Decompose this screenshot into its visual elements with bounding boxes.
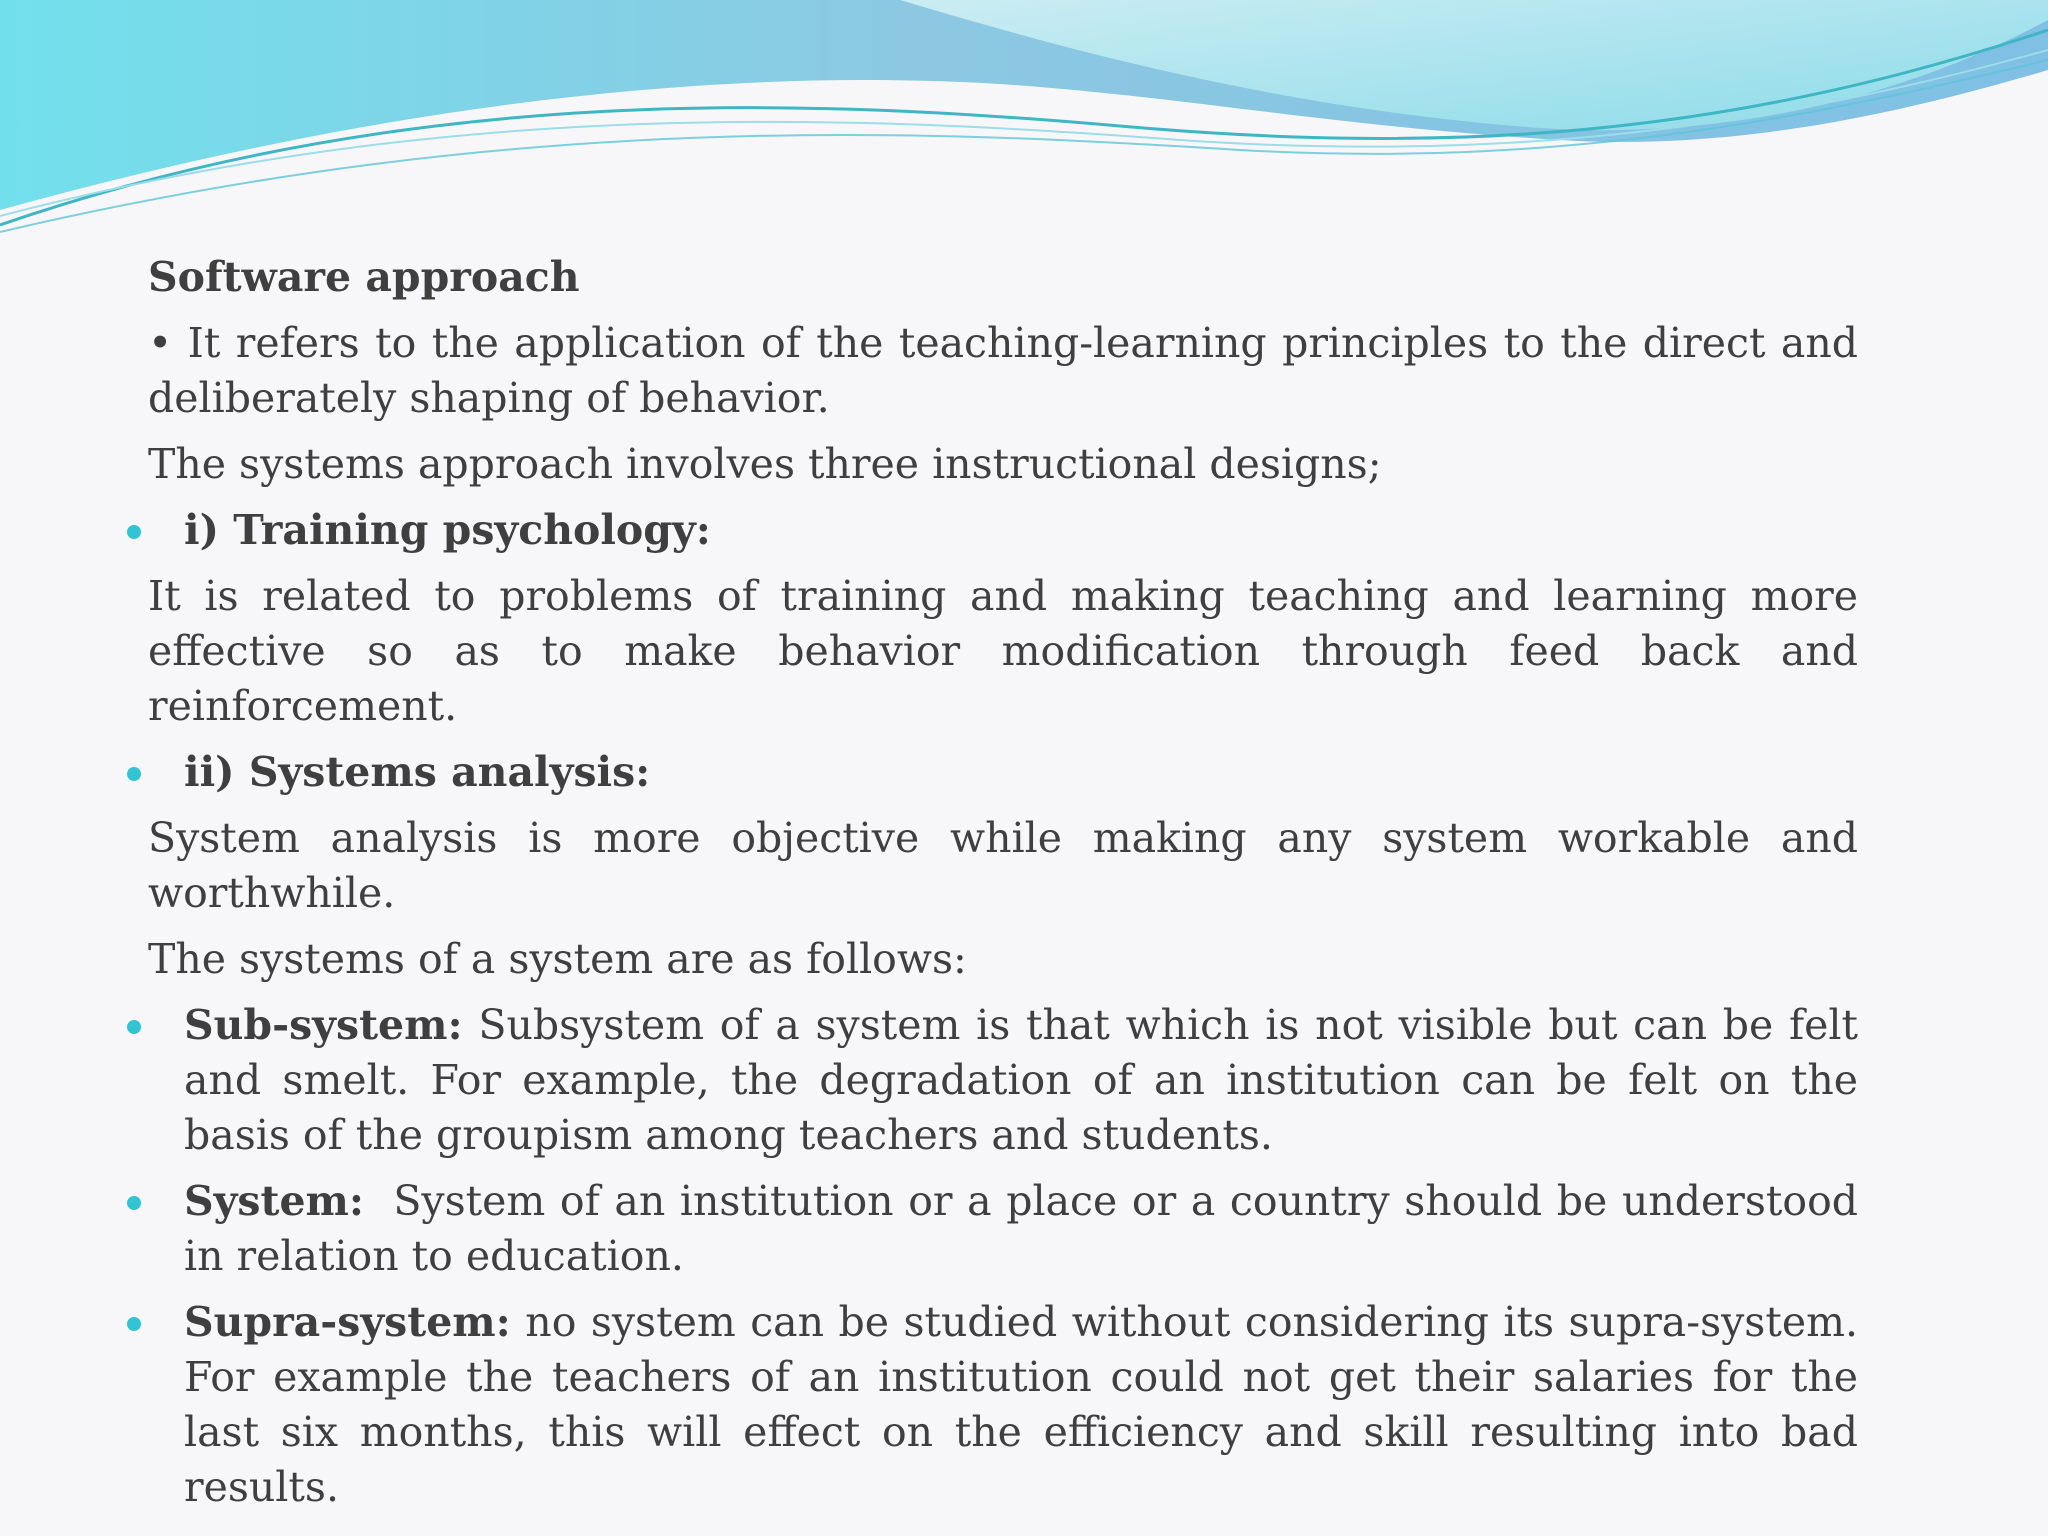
systems-follows-line: The systems of a system are as follows: bbox=[148, 935, 967, 983]
systems-analysis-label: ii) Systems analysis: bbox=[184, 748, 651, 796]
systems-approach-line: The systems approach involves three instructional designs; bbox=[148, 440, 1382, 488]
supra-system-label: Supra-system: bbox=[184, 1298, 511, 1346]
bullet-training-psychology bbox=[148, 503, 1858, 558]
training-psychology-text: It is related to problems of training and making teaching and learning more effective so as to make behavior modification through feed back and reinforcement. bbox=[148, 572, 1858, 730]
systems-analysis-text: System analysis is more objective while making any system workable and worthwhile. bbox=[148, 814, 1858, 917]
slide-heading: Software approach bbox=[148, 253, 580, 301]
system-text: System of an institution or a place or a country should be understood in relation to education. bbox=[184, 1177, 1872, 1280]
bullet-sub-system bbox=[148, 998, 1858, 1163]
sub-system-label: Sub-system: bbox=[184, 1001, 463, 1049]
training-psychology-label: i) Training psychology: bbox=[184, 506, 711, 554]
sub-system-text: Subsystem of a system is that which is not visible but can be felt and smelt. For example, the degradation of an institution can be felt on the basis of the groupism among teachers and students. bbox=[184, 1001, 1858, 1159]
system-label: System: bbox=[184, 1177, 365, 1225]
intro-paragraph: • It refers to the application of the teaching-learning principles to the direct and deliberately shaping of behavior. bbox=[148, 319, 1858, 422]
bullet-systems-analysis bbox=[148, 745, 1858, 800]
slide-content bbox=[148, 250, 1872, 1526]
header-wave-decoration bbox=[0, 0, 2048, 240]
bullet-supra-system bbox=[148, 1295, 1858, 1515]
supra-system-text: no system can be studied without considering its supra-system. For example the teachers of an institution could not get their salaries for the last six months, this will effect on the efficiency and skill resulting into bad results. bbox=[184, 1298, 1858, 1511]
bullet-system bbox=[148, 1174, 1872, 1284]
